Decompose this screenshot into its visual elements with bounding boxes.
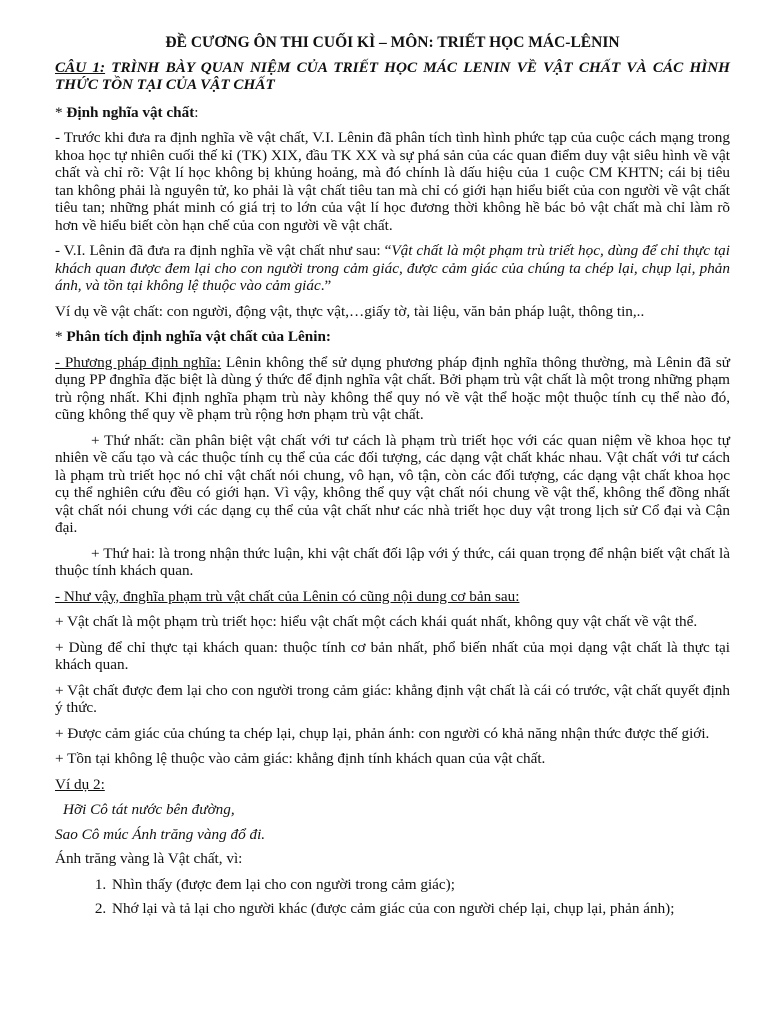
reason-intro: Ánh trăng vàng là Vật chất, vì: — [55, 850, 243, 867]
method-text: Lênin không thể sử dụng phương pháp định nghĩa thông thường, mà Lênin đã sử dụng PP đnghĩa đặc biệt là dùng ý thức để định nghĩa vật chất. Bởi phạm trù vật chất là một trong những phạm trù rộng nhất. Khi định nghĩa phạm trù này không thể quy nó về vật thể hoặc một thuộc tính cụ thể nào đó, cũng không thể quy về phạm trù rộng hơn phạm trù vật chất. — [55, 353, 730, 423]
content-point: + Vật chất được đem lại cho con người trong cảm giác: khẳng định vật chất là cái có trước, vật chất quyết định ý thức. — [55, 681, 730, 716]
definition-end: .” — [320, 277, 332, 294]
question-1-label: CÂU 1: — [55, 58, 106, 76]
definition-heading — [55, 104, 730, 122]
question-1-text: TRÌNH BÀY QUAN NIỆM CỦA TRIẾT HỌC MÁC LENIN VỀ VẬT CHẤT VÀ CÁC HÌNH THỨC TỒN TẠI CỦA VẬT CHẤT — [55, 58, 730, 93]
reason-item: 2. Nhớ lại và tả lại cho người khác (được cảm giác của con người chép lại, chụp lại, phản ánh); — [110, 900, 730, 918]
content-heading: - Như vậy, đnghĩa phạm trù vật chất của Lênin có cũng nội dung cơ bản sau: — [55, 587, 520, 605]
content-point: + Vật chất là một phạm trù triết học: hiểu vật chất một cách khái quát nhất, không quy vật chất về vật thể. — [55, 613, 698, 630]
definition-lead: - V.I. Lênin đã đưa ra định nghĩa về vật chất như sau: “ — [55, 242, 392, 259]
document-title: ĐỀ CƯƠNG ÔN THI CUỐI KÌ – MÔN: TRIẾT HỌC MÁC-LÊNIN — [165, 34, 620, 51]
paragraph-method — [55, 354, 730, 424]
analysis-heading — [55, 328, 730, 346]
reason-list — [55, 876, 730, 918]
analysis-heading-text: Phân tích định nghĩa vật chất của Lênin: — [66, 328, 331, 345]
paragraph-first: + Thứ nhất: cần phân biệt vật chất với tư cách là phạm trù triết học với các quan niệm về khoa học tự nhiên về cấu tạo và các thuộc tính cụ thể của các đối tượng, các dạng vật chất khác nhau. Vật chất với tư cách là phạm trù triết học nó chỉ vật chất nói chung, vô hạn, vô tận, còn các đối tượng, các dạng vật chất khoa học cụ thể nghiên cứu đều có giới hạn. Vì vậy, không thể quy vật chất nói chung về vật thể, không thể đồng nhất vật chất nói chung với các dạng cụ thể của vật chất như các nhà triết học duy vật trong lịch sử Cổ đại và Cận đại. — [55, 431, 730, 536]
paragraph-context: - Trước khi đưa ra định nghĩa về vật chất, V.I. Lênin đã phân tích tình hình phức tạp của cuộc cách mạng trong khoa học tự nhiên cuối thế kỉ (TK) XIX, đầu TK XX và sự phá sản của các quan điểm duy vật siêu hình về vật chất và chỉ rõ: Vật lí học không bị khủng hoảng, mà đó chính là dấu hiệu của 1 cuộc CM KHTN; cái bị tiêu tan không phải là nguyên tử, ko phải là vật chất tiêu tan mà chỉ có giới hạn hiểu biết của con người về vật chất tiêu tan; những phát minh có giá trị to lớn của vật lí học đương thời không hề bác bỏ vật chất mà chỉ làm rõ hơn về hiểu biết còn hạn chế của con người về vật chất. — [55, 129, 730, 234]
question-1-heading — [55, 59, 730, 94]
example-2-label: Ví dụ 2: — [55, 775, 105, 793]
poem-line-2: Sao Cô múc Ánh trăng vàng đổ đi. — [55, 825, 266, 843]
content-point: + Dùng để chỉ thực tại khách quan: thuộc tính cơ bản nhất, phổ biến nhất của mọi dạng vật chất là thực tại khách quan. — [55, 638, 730, 673]
analysis-bullet: * — [55, 328, 67, 345]
content-point: + Tồn tại không lệ thuộc vào cảm giác: khẳng định tính khách quan của vật chất. — [55, 750, 546, 767]
paragraph-second: + Thứ hai: là trong nhận thức luận, khi vật chất đối lập với ý thức, cái quan trọng để nhận biết vật chất là thuộc tính khách quan. — [55, 544, 730, 579]
reason-item: 1. Nhìn thấy (được đem lại cho con người trong cảm giác); — [110, 876, 730, 894]
paragraph-definition — [55, 242, 730, 295]
definition-bullet: * — [55, 103, 67, 121]
definition-heading-colon: : — [194, 103, 199, 121]
method-label: - Phương pháp định nghĩa: — [55, 353, 222, 371]
definition-heading-text: Định nghĩa vật chất — [66, 103, 195, 121]
definition-quote: Vật chất là một phạm trù triết học, dùng để chỉ thực tại khách quan được đem lại cho con người trong cảm giác, được cảm giác của chúng ta chép lại, chụp lại, phản ánh, và tồn tại không lệ thuộc vào cảm giác — [55, 242, 730, 294]
content-point: + Được cảm giác của chúng ta chép lại, chụp lại, phản ánh: con người có khả năng nhận thức được thế giới. — [55, 724, 710, 742]
example-1: Ví dụ về vật chất: con người, động vật, thực vật,…giấy tờ, tài liệu, văn bản pháp luật, thông tin,.. — [55, 302, 645, 320]
poem-line-1: Hỡi Cô tát nước bên đường, — [63, 801, 235, 818]
